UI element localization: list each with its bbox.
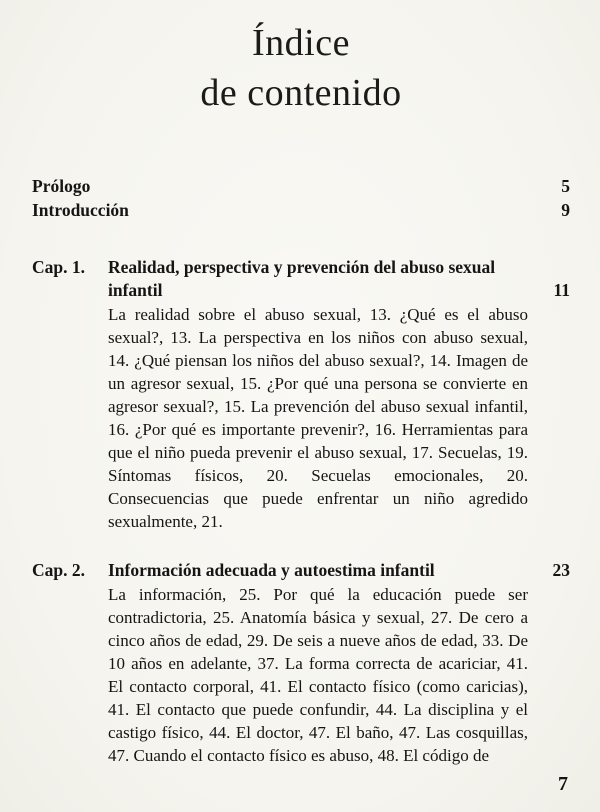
chapter-label: Cap. 1. xyxy=(32,257,85,277)
chapter-page: 11 xyxy=(553,280,570,300)
page-title-line1: Índice xyxy=(252,22,350,64)
chapter-summary: La información, 25. Por qué la educación puede ser contradictoria, 25. Anatomía básica y sexual, 27. De cero a cinco años de edad, 29. De seis a nueve años de edad, 33. De 10 años en adelante, 37. La forma correcta de acariciar, 41. El contacto corporal, 41. El contacto físico (como caricias), 41. El contacto que puede confundir, 44. La disciplina y el castigo físico, 44. El doctor, 47. El baño, 47. Las cosquillas, 47. Cuando el contacto físico es abuso, 48. El código de xyxy=(108,585,528,765)
toc-front-item xyxy=(32,198,570,222)
toc-entry-page: 5 xyxy=(561,176,570,196)
toc-entry-label: Prólogo xyxy=(32,176,91,196)
chapter-main xyxy=(108,256,528,533)
chapter-main xyxy=(108,559,528,767)
page-title-line2: de contenido xyxy=(200,72,402,114)
chapter-title: Información adecuada y autoestima infantil xyxy=(108,560,435,580)
page-number: 7 xyxy=(558,773,568,795)
toc-entry-label: Introducción xyxy=(32,200,129,220)
toc-chapter xyxy=(32,559,570,767)
chapter-summary: La realidad sobre el abuso sexual, 13. ¿Qué es el abuso sexual?, 13. La perspectiva en los niños con abuso sexual, 14. ¿Qué piensan los niños del abuso sexual?, 14. Imagen de un agresor sexual, 15. ¿Por qué una persona se convierte en agresor sexual?, 15. La prevención del abuso sexual infantil, 16. ¿Por qué es importante prevenir?, 16. Herramientas para que el niño pueda prevenir el abuso sexual, 17. Secuelas, 19. Síntomas físicos, 20. Secuelas emocionales, 20. Consecuencias que puede enfrentar un niño agredido sexualmente, 21. xyxy=(108,305,528,531)
chapter-label: Cap. 2. xyxy=(32,560,85,580)
chapter-title: Realidad, perspectiva y prevención del abuso sexual infantil xyxy=(108,257,496,300)
toc-entry-page: 9 xyxy=(561,200,570,220)
toc-front-item xyxy=(32,174,570,198)
chapter-page: 23 xyxy=(552,560,570,580)
page-title xyxy=(32,18,570,118)
front-matter xyxy=(32,174,570,222)
toc-chapter xyxy=(32,256,570,533)
